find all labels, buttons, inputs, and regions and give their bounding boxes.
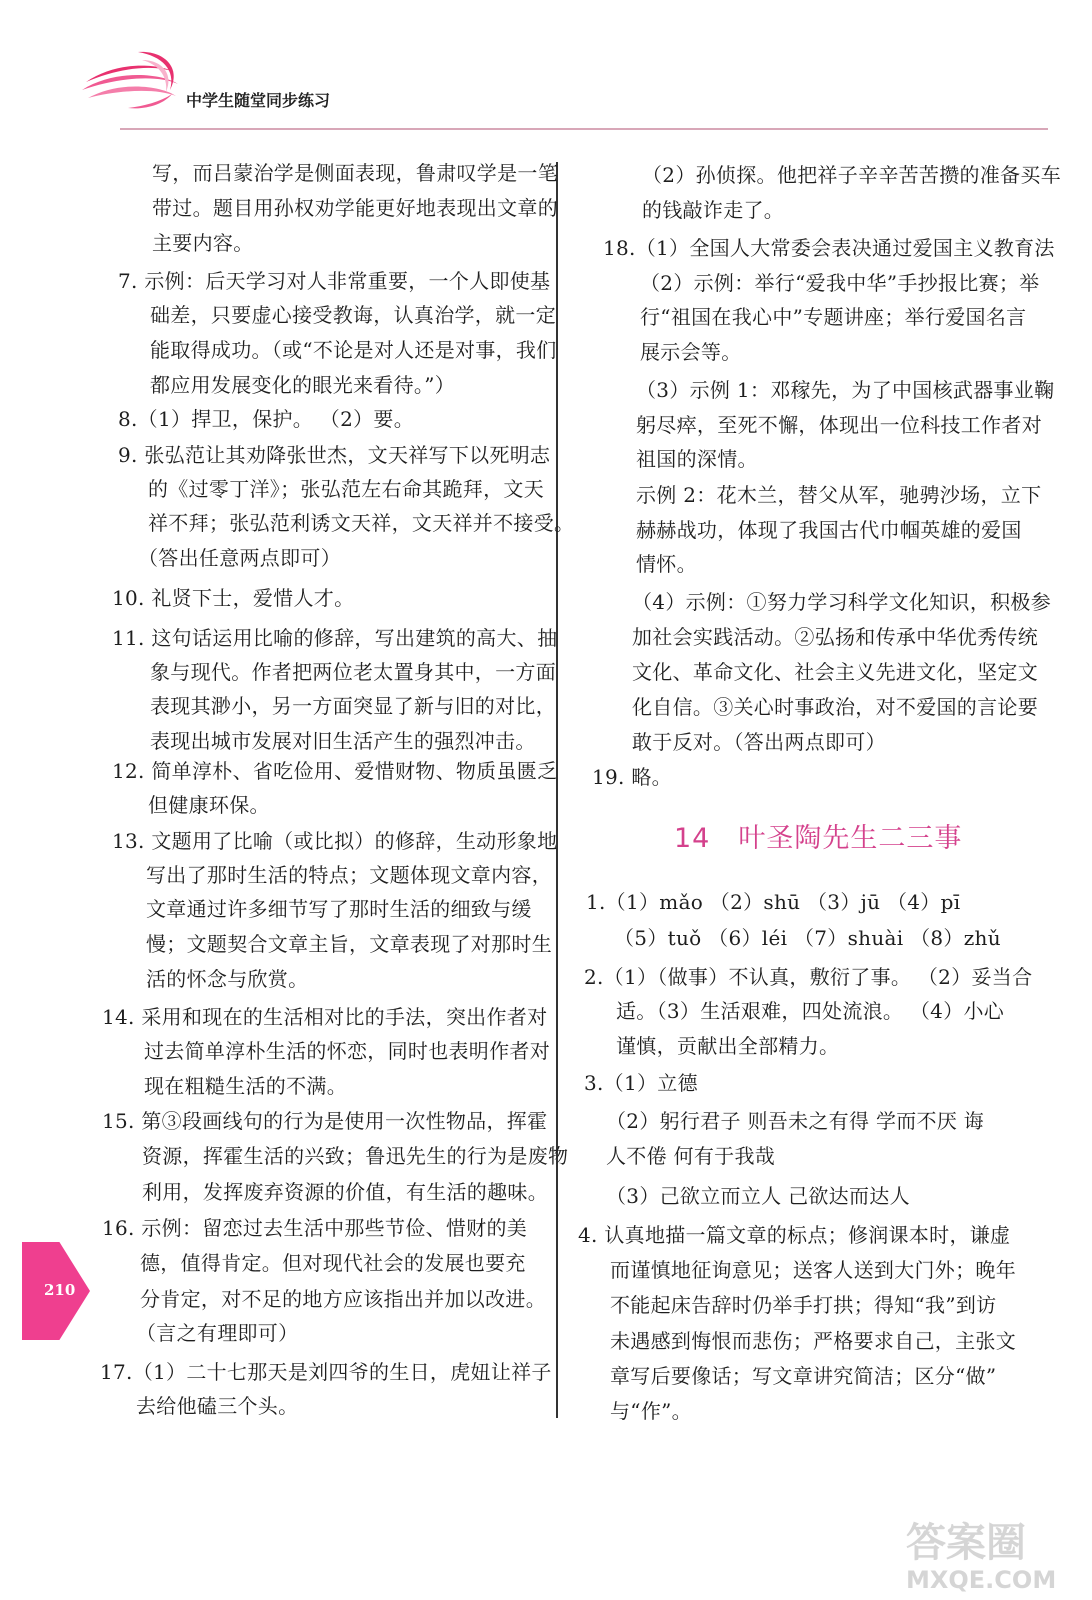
right-text-line: 未遇感到悔恨而悲伤；严格要求自己，主张文	[610, 1329, 1016, 1353]
left-text-line: 主要内容。	[152, 231, 254, 255]
right-text-line: 加社会实践活动。②弘扬和传承中华优秀传统	[632, 625, 1038, 649]
publisher-logo	[78, 46, 186, 116]
left-text-line: （答出任意两点即可）	[138, 546, 341, 570]
left-text-line: 慢；文题契合文章主旨，文章表现了对那时生	[146, 932, 552, 956]
right-text-line: 的钱敲诈走了。	[642, 198, 785, 222]
left-text-line: 17.（1）二十七那天是刘四爷的生日，虎妞让祥子	[100, 1360, 552, 1384]
header-rule	[120, 128, 1048, 130]
left-text-line: 现在粗糙生活的不满。	[144, 1074, 347, 1098]
left-text-line: 去给他磕三个头。	[136, 1394, 299, 1418]
left-text-line: 础差，只要虚心接受教诲，认真治学，就一定	[150, 303, 556, 327]
right-text-line: 祖国的深情。	[636, 447, 758, 471]
page-number: 210	[44, 1281, 76, 1299]
left-text-line: 表现其渺小，另一方面突显了新与旧的对比，	[150, 694, 556, 718]
left-text-line: 祥不拜；张弘范利诱文天祥，文天祥并不接受。	[148, 511, 575, 535]
left-text-line: 过去简单淳朴生活的怀恋，同时也表明作者对	[144, 1039, 550, 1063]
left-text-line: 15. 第③段画线句的行为是使用一次性物品，挥霍	[102, 1109, 548, 1133]
right-text-line: 文化、革命文化、社会主义先进文化，坚定文	[632, 660, 1038, 684]
left-text-line: 资源，挥霍生活的兴致；鲁迅先生的行为是废物	[142, 1144, 569, 1168]
right-text-line: 行“祖国在我心中”专题讲座；举行爱国名言	[640, 305, 1027, 329]
left-text-line: （言之有理即可）	[136, 1321, 299, 1345]
right-text-line: 2.（1）（做事）不认真，敷衍了事。 （2）妥当合	[584, 965, 1033, 989]
left-text-line: 象与现代。作者把两位老太置身其中，一方面	[150, 660, 556, 684]
right-text-line: 章写后要像话；写文章讲究简洁；区分“做”	[610, 1364, 997, 1388]
right-text-line: 而谨慎地征询意见；送客人送到大门外；晚年	[610, 1258, 1016, 1282]
right-text-line: 示例 2：花木兰，替父从军，驰骋沙场，立下	[636, 483, 1042, 507]
left-text-line: 表现出城市发展对旧生活产生的强烈冲击。	[150, 729, 536, 753]
watermark-logo	[900, 1512, 1072, 1594]
right-text-line: （2）孙侦探。他把祥子辛辛苦苦攒的准备买车	[642, 163, 1062, 187]
right-text-line: （2）示例：举行“爱我中华”手抄报比赛；举	[640, 271, 1040, 295]
right-text-line: （5）tuǒ （6）léi （7）shuài （8）zhǔ	[614, 926, 1001, 950]
watermark-main-text: 答案圈	[906, 1520, 1026, 1566]
right-text-line: 躬尽瘁，至死不懈，体现出一位科技工作者对	[636, 413, 1042, 437]
left-text-line: 能取得成功。（或“不论是对人还是对事，我们	[150, 338, 557, 362]
left-text-line: 7. 示例：后天学习对人非常重要，一个人即使基	[118, 269, 551, 293]
left-text-line: 德，值得肯定。但对现代社会的发展也要充	[140, 1251, 526, 1275]
left-text-line: 带过。题目用孙权劝学能更好地表现出文章的	[152, 196, 558, 220]
left-text-line: 分肯定，对不足的地方应该指出并加以改进。	[140, 1287, 546, 1311]
left-text-line: 文章通过许多细节写了那时生活的细致与缓	[146, 897, 532, 921]
right-text-line: 谨慎，贡献出全部精力。	[616, 1034, 840, 1058]
left-text-line: 写，而吕蒙治学是侧面表现，鲁肃叹学是一笔	[152, 161, 558, 185]
left-text-line: 的《过零丁洋》；张弘范左右命其跪拜，文天	[148, 477, 544, 501]
right-text-line: （2）躬行君子 则吾未之有得 学而不厌 诲	[606, 1109, 985, 1133]
right-text-line: 1.（1）mǎo （2）shū （3）jū （4）pī	[586, 890, 961, 914]
left-text-line: 8.（1）捍卫，保护。 （2）要。	[118, 407, 414, 431]
right-text-line: （3）示例 1：邓稼先，为了中国核武器事业鞠	[636, 378, 1055, 402]
right-text-line: 不能起床告辞时仍举手打拱；得知“我”到访	[610, 1293, 997, 1317]
right-text-line: 情怀。	[636, 552, 697, 576]
right-text-line: 适。（3）生活艰难，四处流浪。 （4）小心	[616, 999, 1005, 1023]
left-text-line: 12. 简单淳朴、省吃俭用、爱惜财物、物质虽匮乏	[112, 759, 558, 783]
left-text-line: 9. 张弘范让其劝降张世杰，文天祥写下以死明志	[118, 443, 551, 467]
left-text-line: 写出了那时生活的特点；文题体现文章内容，	[146, 863, 552, 887]
right-text-line: 4. 认真地描一篇文章的标点；修润课本时，谦虚	[578, 1223, 1011, 1247]
right-text-line: 19. 略。	[592, 765, 672, 789]
left-text-line: 活的怀念与欣赏。	[146, 967, 309, 991]
left-text-line: 但健康环保。	[148, 793, 270, 817]
right-text-line: 人不倦 何有于我哉	[606, 1144, 776, 1168]
header-title: 中学生随堂同步练习	[186, 91, 331, 110]
left-text-line: 13. 文题用了比喻（或比拟）的修辞，生动形象地	[112, 829, 558, 853]
right-text-line: 3.（1）立德	[584, 1071, 698, 1095]
left-text-line: 16. 示例：留恋过去生活中那些节俭、惜财的美	[102, 1216, 528, 1240]
right-text-line: 敢于反对。（答出两点即可）	[632, 730, 886, 754]
right-text-line: 展示会等。	[640, 340, 742, 364]
left-text-line: 都应用发展变化的眼光来看待。”）	[150, 373, 456, 397]
right-text-line: 赫赫战功，体现了我国古代巾帼英雄的爱国	[636, 518, 1022, 542]
right-text-line: （3）己欲立而立人 己欲达而达人	[606, 1184, 910, 1208]
left-text-line: 利用，发挥废弃资源的价值，有生活的趣味。	[142, 1180, 548, 1204]
right-text-line: 化自信。③关心时事政治，对不爱国的言论要	[632, 695, 1038, 719]
section-title: 14 叶圣陶先生二三事	[674, 823, 963, 854]
watermark-sub-text: MXQE.COM	[906, 1566, 1057, 1594]
left-text-line: 11. 这句话运用比喻的修辞，写出建筑的高大、抽	[112, 626, 558, 650]
right-text-line: 18.（1）全国人大常委会表决通过爱国主义教育法	[603, 236, 1055, 260]
right-text-line: 与“作”。	[610, 1399, 692, 1423]
right-text-line: （4）示例：①努力学习科学文化知识，积极参	[632, 590, 1052, 614]
left-text-line: 10. 礼贤下士，爱惜人才。	[112, 586, 355, 610]
left-text-line: 14. 采用和现在的生活相对比的手法，突出作者对	[102, 1005, 548, 1029]
